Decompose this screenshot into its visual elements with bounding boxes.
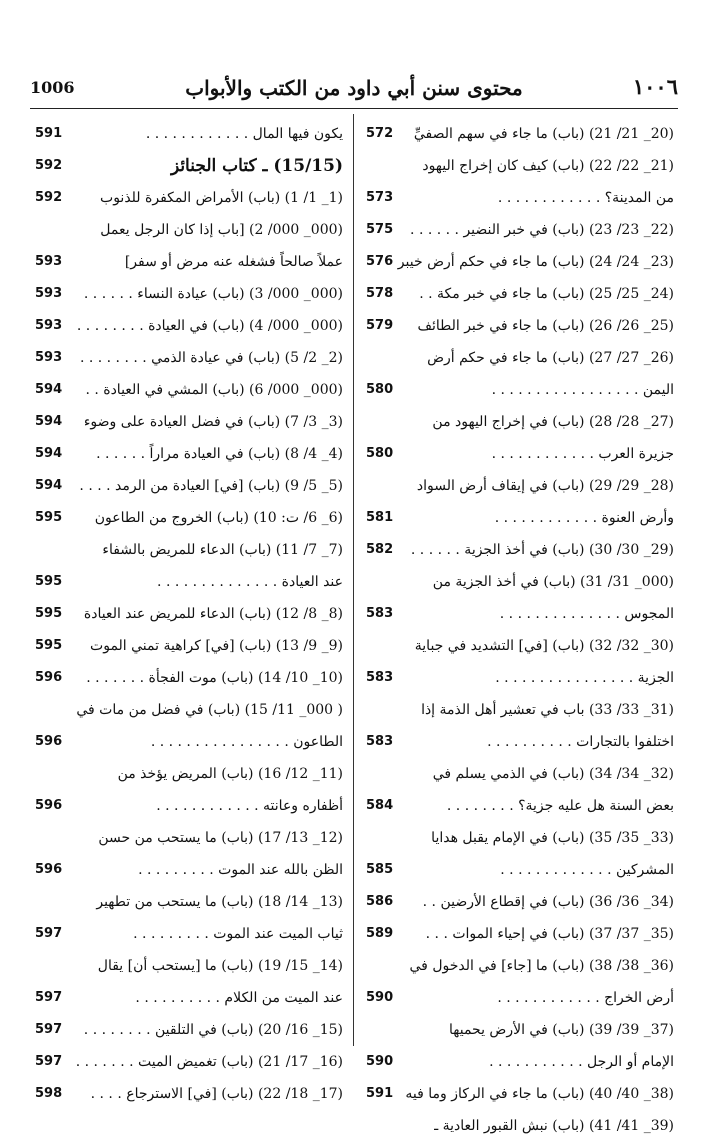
toc-entry <box>366 758 674 790</box>
toc-page-number: 573 <box>366 190 394 205</box>
toc-entry <box>35 1078 343 1110</box>
toc-page-number: 597 <box>35 926 63 941</box>
toc-page-number: 598 <box>35 1086 63 1101</box>
toc-entry-text: (000_ 31/ 31) (باب) في أخذ الجزية من <box>432 574 674 590</box>
toc-entry-text: الجزية . . . . . . . . . . . . . . . . <box>495 670 674 686</box>
toc-page-number: 584 <box>366 798 394 813</box>
toc-entry-text: (1_ 1/ 1) (باب) الأمراض المكفرة للذنوب <box>100 190 343 206</box>
toc-entry <box>35 182 343 214</box>
toc-entry <box>35 822 343 854</box>
toc-entry-text: اختلفوا بالتجارات . . . . . . . . . . <box>487 734 674 750</box>
toc-page-number: 586 <box>366 894 394 909</box>
toc-entry-text: (15/15) ـ كتاب الجنائز <box>170 156 343 176</box>
column-divider <box>353 114 354 1046</box>
toc-entry-text: جزيرة العرب . . . . . . . . . . . . <box>491 446 674 462</box>
toc-column-right <box>366 118 674 1142</box>
running-title: محتوى سنن أبي داود من الكتب والأبواب <box>185 76 523 100</box>
toc-entry-text: (24_ 25/ 25) (باب) ما جاء في خبر مكة . . <box>419 286 674 302</box>
toc-entry-text: (12_ 13/ 17) (باب) ما يستحب من حسن <box>98 830 343 846</box>
toc-entry <box>35 214 343 246</box>
toc-entry-text: (14_ 15/ 19) (باب) ما [يستحب أن] يقال <box>97 958 343 974</box>
toc-page-number: 595 <box>35 606 63 621</box>
toc-entry-text: (9_ 9/ 13) (باب) [في] كراهية تمني الموت <box>90 638 343 654</box>
toc-page-number: 591 <box>35 126 63 141</box>
toc-entry-text: (000_ 000/ 4) (باب) في العيادة . . . . . . . . <box>76 318 343 334</box>
toc-entry <box>366 150 674 182</box>
toc-entry <box>366 982 674 1014</box>
toc-entry <box>35 630 343 662</box>
toc-entry-text: (6_ 6/ ت: 10) (باب) الخروج من الطاعون <box>94 510 343 526</box>
toc-page-number: 578 <box>366 286 394 301</box>
toc-entry <box>35 310 343 342</box>
toc-entry-text: (37_ 39/ 39) (باب) في الأرض يحميها <box>449 1022 674 1038</box>
toc-entry <box>35 1046 343 1078</box>
toc-entry <box>366 822 674 854</box>
toc-page-number: 590 <box>366 990 394 1005</box>
toc-entry-text: (10_ 10/ 14) (باب) موت الفجأة . . . . . . . <box>86 670 343 686</box>
toc-entry-text: (21_ 22/ 22) (باب) كيف كان إخراج اليهود <box>422 158 674 174</box>
toc-entry <box>366 406 674 438</box>
toc-entry <box>366 726 674 758</box>
toc-entry <box>35 726 343 758</box>
page-number-latin: 1006 <box>30 78 75 97</box>
toc-page-number: 596 <box>35 862 63 877</box>
toc-page-number: 596 <box>35 798 63 813</box>
toc-entry-text: (2_ 2/ 5) (باب) في عيادة الذمي . . . . . . . . <box>79 350 343 366</box>
toc-entry <box>35 662 343 694</box>
toc-entry <box>366 214 674 246</box>
toc-entry <box>35 278 343 310</box>
toc-entry <box>35 854 343 886</box>
toc-entry-text: (3_ 3/ 7) (باب) في فضل العيادة على وضوء <box>83 414 343 430</box>
toc-entry <box>35 758 343 790</box>
toc-page-number: 572 <box>366 126 394 141</box>
toc-entry-text: (36_ 38/ 38) (باب) ما [جاء] في الدخول في <box>409 958 674 974</box>
toc-page-number: 583 <box>366 606 394 621</box>
toc-entry <box>366 662 674 694</box>
toc-page-number: 594 <box>35 414 63 429</box>
toc-entry <box>366 374 674 406</box>
toc-entry <box>366 918 674 950</box>
toc-page-number: 589 <box>366 926 394 941</box>
page-number-arabic: ١٠٠٦ <box>632 74 678 99</box>
toc-entry <box>366 182 674 214</box>
toc-page-number: 597 <box>35 990 63 1005</box>
toc-entry-text: (8_ 8/ 12) (باب) الدعاء للمريض عند العيادة <box>83 606 343 622</box>
toc-page-number: 585 <box>366 862 394 877</box>
toc-entry-text: أرض الخراج . . . . . . . . . . . . <box>497 990 674 1006</box>
toc-entry-text: (31_ 33/ 33) باب في تعشير أهل الذمة إذا <box>421 702 674 718</box>
toc-entry-text: (11_ 12/ 16) (باب) المريض يؤخذ من <box>117 766 343 782</box>
toc-entry-text: أظفاره وعانته . . . . . . . . . . . . <box>156 798 343 814</box>
toc-entry-text: (35_ 37/ 37) (باب) في إحياء الموات . . . <box>425 926 674 942</box>
toc-entry <box>35 1014 343 1046</box>
toc-entry <box>366 598 674 630</box>
toc-entry-text: من المدينة؟ . . . . . . . . . . . . <box>497 190 674 206</box>
toc-entry-text: اليمن . . . . . . . . . . . . . . . . . <box>491 382 674 398</box>
toc-entry <box>366 1014 674 1046</box>
toc-entry-text: (16_ 17/ 21) (باب) تغميض الميت . . . . . . . <box>75 1054 343 1070</box>
toc-entry <box>35 470 343 502</box>
toc-page-number: 593 <box>35 350 63 365</box>
toc-entry <box>366 342 674 374</box>
toc-page-number: 596 <box>35 734 63 749</box>
toc-entry-text: وأرض العنوة . . . . . . . . . . . . <box>494 510 674 526</box>
toc-entry-text: عند الميت من الكلام . . . . . . . . . . <box>135 990 343 1006</box>
toc-entry-text: (27_ 28/ 28) (باب) في إخراج اليهود من <box>432 414 674 430</box>
toc-entry-text: (32_ 34/ 34) (باب) في الذمي يسلم في <box>432 766 674 782</box>
toc-page-number: 593 <box>35 254 63 269</box>
toc-entry-text: المجوس . . . . . . . . . . . . . . <box>499 606 674 622</box>
toc-entry <box>35 694 343 726</box>
toc-entry <box>35 790 343 822</box>
toc-entry <box>366 470 674 502</box>
toc-entry <box>366 630 674 662</box>
toc-page-number: 597 <box>35 1022 63 1037</box>
toc-entry-text: (23_ 24/ 24) (باب) ما جاء في حكم أرض خيبر <box>397 254 674 270</box>
toc-entry <box>366 566 674 598</box>
toc-page-number: 575 <box>366 222 394 237</box>
toc-entry <box>35 598 343 630</box>
toc-page-number: 580 <box>366 382 394 397</box>
toc-entry <box>35 246 343 278</box>
toc-entry <box>35 342 343 374</box>
toc-entry-text: (38_ 40/ 40) (باب) ما جاء في الركاز وما فيه <box>405 1086 674 1102</box>
toc-entry <box>35 374 343 406</box>
toc-entry-text: عند العيادة . . . . . . . . . . . . . . <box>157 574 343 590</box>
toc-page-number: 583 <box>366 670 394 685</box>
toc-entry-text: (22_ 23/ 23) (باب) في خبر النضير . . . . . . <box>410 222 674 238</box>
toc-entry-text: (30_ 32/ 32) (باب) [في] التشديد في جباية <box>414 638 674 654</box>
toc-entry-text: بعض السنة هل عليه جزية؟ . . . . . . . . <box>446 798 674 814</box>
toc-entry <box>35 886 343 918</box>
toc-page-number: 579 <box>366 318 394 333</box>
toc-entry <box>366 438 674 470</box>
toc-page-number: 594 <box>35 446 63 461</box>
toc-entry-text: (13_ 14/ 18) (باب) ما يستحب من تطهير <box>96 894 343 910</box>
toc-page-number: 593 <box>35 318 63 333</box>
toc-page-number: 591 <box>366 1086 394 1101</box>
toc-entry <box>35 534 343 566</box>
toc-entry-text: (5_ 5/ 9) (باب) [في] العيادة من الرمد . . . . <box>79 478 343 494</box>
toc-page-number: 592 <box>35 158 63 173</box>
toc-page-number: 576 <box>366 254 394 269</box>
toc-entry <box>35 566 343 598</box>
toc-page-number: 581 <box>366 510 394 525</box>
toc-entry <box>366 854 674 886</box>
toc-entry <box>366 950 674 982</box>
toc-entry <box>366 534 674 566</box>
toc-entry <box>366 1110 674 1142</box>
section-heading <box>35 150 343 182</box>
toc-entry-text: الظن بالله عند الموت . . . . . . . . . <box>138 862 343 878</box>
toc-entry <box>366 118 674 150</box>
toc-entry-text: (000_ 000/ 6) (باب) المشي في العيادة . . <box>85 382 343 398</box>
toc-entry <box>366 1078 674 1110</box>
toc-entry <box>366 502 674 534</box>
toc-entry <box>35 502 343 534</box>
page-header <box>30 76 678 109</box>
toc-entry-text: ثياب الميت عند الموت . . . . . . . . . <box>133 926 343 942</box>
toc-entry-text: (4_ 4/ 8) (باب) في العيادة مراراً . . . . . . <box>96 446 343 462</box>
toc-page-number: 590 <box>366 1054 394 1069</box>
toc-page-number: 582 <box>366 542 394 557</box>
toc-page-number: 595 <box>35 638 63 653</box>
toc-entry <box>366 1046 674 1078</box>
toc-page-number: 596 <box>35 670 63 685</box>
toc-entry <box>35 406 343 438</box>
toc-entry-text: (39_ 41/ 41) (باب) نبش القبور العادية ـ <box>434 1118 674 1134</box>
toc-entry <box>366 886 674 918</box>
toc-page-number: 597 <box>35 1054 63 1069</box>
toc-page-number: 580 <box>366 446 394 461</box>
toc-entry-text: المشركين . . . . . . . . . . . . . <box>500 862 674 878</box>
toc-entry-text: (28_ 29/ 29) (باب) في إيقاف أرض السواد <box>416 478 674 494</box>
toc-entry <box>35 950 343 982</box>
toc-page-number: 594 <box>35 478 63 493</box>
toc-page-number: 593 <box>35 286 63 301</box>
toc-entry <box>35 118 343 150</box>
toc-page-number: 592 <box>35 190 63 205</box>
toc-entry-text: يكون فيها المال . . . . . . . . . . . . <box>145 126 343 142</box>
toc-entry <box>366 310 674 342</box>
toc-entry-text: (000_ 000/ 2) [باب إذا كان الرجل يعمل <box>100 222 343 238</box>
toc-entry <box>366 790 674 822</box>
toc-page-number: 594 <box>35 382 63 397</box>
toc-page-number: 595 <box>35 510 63 525</box>
toc-entry-text: (7_ 7/ 11) (باب) الدعاء للمريض بالشفاء <box>102 542 343 558</box>
toc-entry <box>35 438 343 470</box>
toc-entry-text: (34_ 36/ 36) (باب) في إقطاع الأرضين . . <box>422 894 674 910</box>
toc-entry-text: (29_ 30/ 30) (باب) في أخذ الجزية . . . . . . <box>410 542 674 558</box>
toc-entry-text: الطاعون . . . . . . . . . . . . . . . . <box>150 734 343 750</box>
toc-entry-text: (26_ 27/ 27) (باب) ما جاء في حكم أرض <box>427 350 674 366</box>
toc-entry <box>366 246 674 278</box>
toc-entry-text: (15_ 16/ 20) (باب) في التلقين . . . . . . . . <box>83 1022 343 1038</box>
toc-entry-text: عملاً صالحاً فشغله عنه مرض أو سفر] <box>124 254 343 270</box>
toc-entry <box>366 694 674 726</box>
toc-entry-text: ( 000_ 11/ 15) (باب) في فضل من مات في <box>76 702 343 718</box>
toc-entry-text: (25_ 26/ 26) (باب) ما جاء في خبر الطائف <box>417 318 674 334</box>
toc-entry <box>35 982 343 1014</box>
toc-entry <box>366 278 674 310</box>
toc-entry-text: (17_ 18/ 22) (باب) [في] الاسترجاع . . . . <box>90 1086 343 1102</box>
toc-entry <box>35 918 343 950</box>
toc-page-number: 595 <box>35 574 63 589</box>
toc-page-number: 583 <box>366 734 394 749</box>
toc-entry-text: الإمام أو الرجل . . . . . . . . . . . <box>489 1054 674 1070</box>
toc-entry-text: (33_ 35/ 35) (باب) في الإمام يقبل هدايا <box>431 830 674 846</box>
toc-column-left <box>35 118 343 1110</box>
toc-entry-text: (20_ 21/ 21) (باب) ما جاء في سهم الصفيِّ <box>413 126 674 142</box>
toc-entry-text: (000_ 000/ 3) (باب) عيادة النساء . . . . . . <box>83 286 343 302</box>
